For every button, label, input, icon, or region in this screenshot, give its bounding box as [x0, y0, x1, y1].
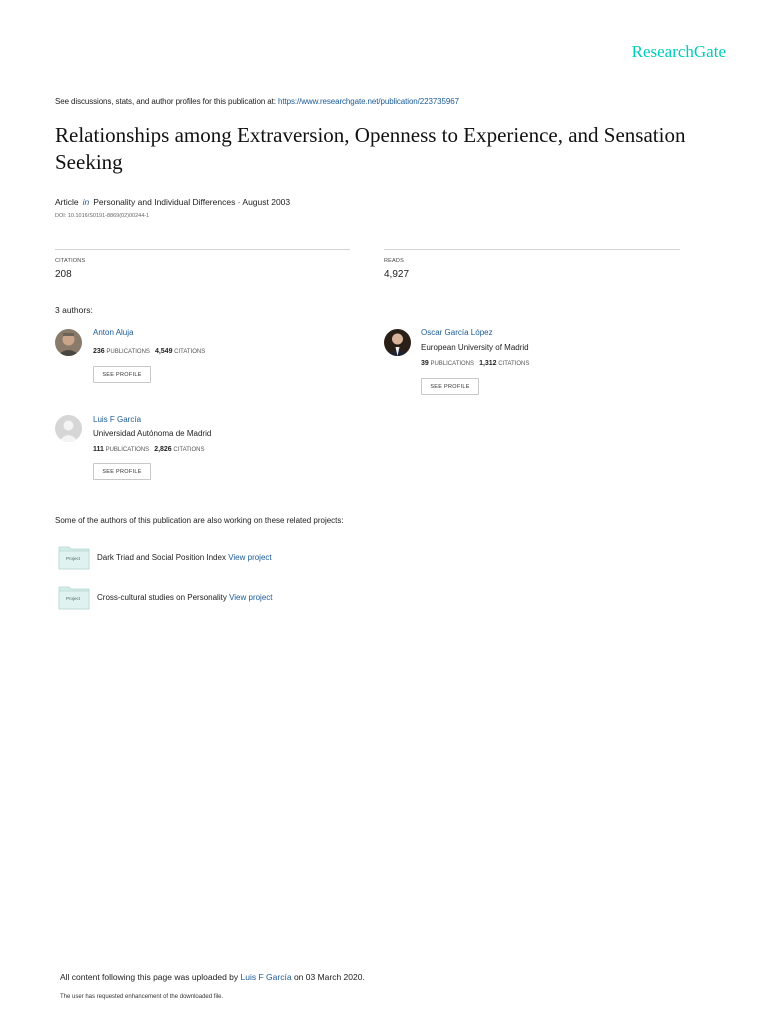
- default-avatar-icon: [55, 415, 82, 442]
- publications-count: 236: [93, 348, 105, 355]
- author-institution: Universidad Autónoma de Madrid: [93, 429, 212, 438]
- project-folder-icon: [58, 544, 90, 570]
- author-stats: [93, 348, 205, 355]
- researchgate-logo[interactable]: ResearchGate: [631, 42, 726, 61]
- upload-notice: [60, 972, 365, 982]
- publications-label: PUBLICATIONS: [106, 349, 150, 355]
- authors-heading: 3 authors:: [55, 305, 93, 315]
- publication-title: Relationships among Extraversion, Openness to Experience, and Sensation Seeking: [55, 123, 686, 174]
- see-profile-button[interactable]: SEE PROFILE: [93, 366, 151, 383]
- citations-label: CITATIONS: [174, 349, 206, 355]
- doi: DOI: 10.1016/S0191-8869(02)00244-1: [55, 213, 150, 219]
- reads-label: READS: [384, 258, 404, 264]
- citations-count: 1,312: [479, 360, 497, 367]
- project-icon-label: Project: [66, 556, 81, 561]
- citations-label: CITATIONS: [498, 361, 530, 367]
- project-name: Dark Triad and Social Position Index: [97, 553, 226, 562]
- journal-info: Personality and Individual Differences · August 2003: [93, 197, 291, 207]
- author-avatar-anton[interactable]: [55, 329, 82, 356]
- publications-count: 111: [93, 446, 104, 453]
- publication-url-link[interactable]: https://www.researchgate.net/publication/223735967: [278, 97, 459, 106]
- citations-label: CITATIONS: [55, 258, 86, 264]
- project-icon-label: Project: [66, 596, 81, 601]
- citations-divider: [55, 249, 350, 250]
- author-institution: European University of Madrid: [421, 343, 529, 352]
- enhancement-note: The user has requested enhancement of the downloaded file.: [60, 994, 224, 1000]
- author-name-link[interactable]: Oscar García López: [421, 328, 493, 337]
- view-project-link[interactable]: View project: [228, 553, 272, 562]
- author-stats: [93, 446, 205, 453]
- disclaimer: [55, 97, 459, 106]
- view-project-link[interactable]: View project: [229, 593, 273, 602]
- author-avatar-oscar[interactable]: [384, 329, 411, 356]
- article-type: Article: [55, 197, 79, 207]
- author-stats: [421, 360, 529, 367]
- disclaimer-text: See discussions, stats, and author profiles for this publication at:: [55, 97, 276, 106]
- author-avatar-luis[interactable]: [55, 415, 82, 442]
- see-profile-button[interactable]: SEE PROFILE: [421, 378, 479, 395]
- see-profile-button[interactable]: SEE PROFILE: [93, 463, 151, 480]
- reads-divider: [384, 249, 680, 250]
- upload-prefix: All content following this page was uploaded by: [60, 972, 239, 982]
- citations-count: 2,826: [154, 446, 172, 453]
- publications-count: 39: [421, 360, 429, 367]
- in-word: in: [82, 197, 90, 207]
- person-photo-icon: [384, 329, 411, 356]
- upload-date: on 03 March 2020.: [293, 972, 365, 982]
- project-name: Cross-cultural studies on Personality: [97, 593, 227, 602]
- citations-count: 4,549: [154, 348, 173, 355]
- citations-label: CITATIONS: [173, 447, 205, 453]
- project-folder-icon: [58, 584, 90, 610]
- project-item: [97, 553, 272, 562]
- uploader-link[interactable]: Luis F García: [240, 972, 292, 982]
- publications-label: PUBLICATIONS: [105, 447, 150, 453]
- projects-heading: Some of the authors of this publication are also working on these related projects:: [55, 516, 344, 525]
- author-name-link[interactable]: Luis F García: [93, 415, 142, 424]
- person-photo-icon: [55, 329, 82, 356]
- reads-value: 4,927: [384, 269, 410, 280]
- citations-value: 208: [55, 269, 72, 280]
- publications-label: PUBLICATIONS: [430, 361, 475, 367]
- author-name-link[interactable]: Anton Aluja: [93, 328, 134, 337]
- publication-meta: [55, 197, 290, 207]
- project-item: [97, 593, 273, 602]
